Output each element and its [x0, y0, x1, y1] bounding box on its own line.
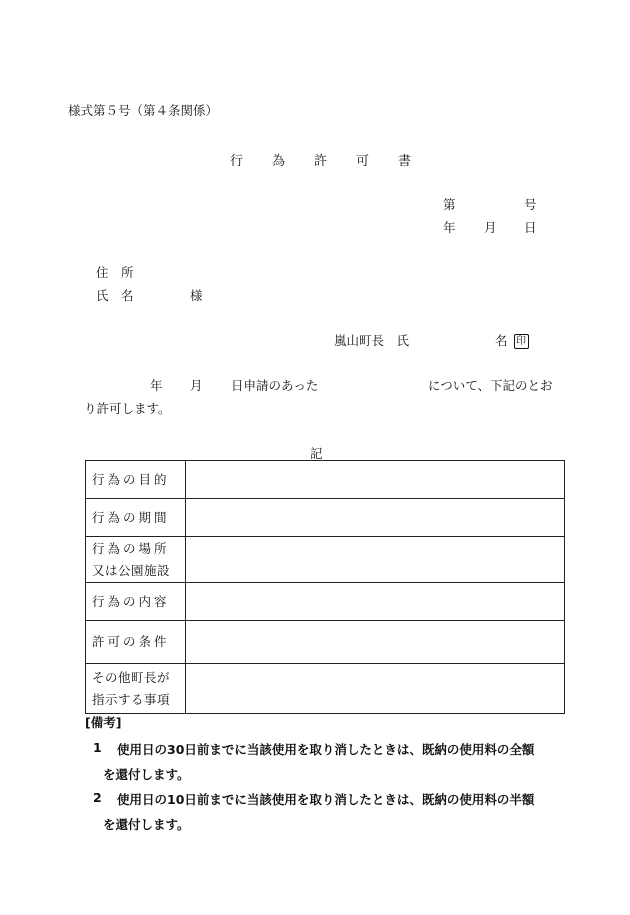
honorific: 様 — [190, 288, 203, 303]
row-value — [186, 461, 565, 499]
row-label-line: 行為の場所 — [92, 540, 170, 556]
title-char: 書 — [398, 154, 412, 169]
body-text-3: り許可します。 — [84, 401, 171, 416]
note-number: 2 — [93, 790, 102, 805]
doc-date-day: 日 — [524, 220, 537, 235]
table-row — [86, 461, 565, 499]
title-char: 可 — [356, 154, 370, 169]
note-number: 1 — [93, 740, 102, 755]
row-value — [186, 664, 565, 714]
title-char: 許 — [314, 154, 328, 169]
note-line: を還付します。 — [103, 767, 190, 782]
doc-number-prefix: 第 — [443, 197, 456, 212]
row-label-line: 許可の条件 — [92, 634, 170, 649]
issuer-name-char: 名 — [495, 333, 508, 348]
body-month: 月 — [190, 378, 203, 393]
seal-icon: 印 — [514, 334, 529, 349]
row-label-line: 指示する事項 — [92, 691, 171, 707]
row-label-line: 行為の目的 — [92, 471, 170, 487]
doc-date-year: 年 — [443, 220, 456, 235]
row-value — [186, 537, 565, 583]
row-value — [186, 621, 565, 664]
name-label: 氏 名 — [96, 288, 134, 303]
note-line: を還付します。 — [103, 817, 190, 832]
title-char: 為 — [272, 154, 286, 169]
note-line: 使用日の30日前までに当該使用を取り消したときは、既納の使用料の全額 — [117, 742, 535, 757]
note-line: 使用日の10日前までに当該使用を取り消したときは、既納の使用料の半額 — [117, 792, 535, 807]
table-row — [86, 537, 565, 583]
issuer-title: 嵐山町長 氏 — [334, 333, 410, 348]
row-label — [86, 664, 186, 714]
row-label — [86, 583, 186, 621]
body-text-1: 日申請のあった — [231, 378, 319, 393]
body-text-2: について、下記のとお — [428, 378, 553, 393]
row-value — [186, 499, 565, 537]
row-label — [86, 499, 186, 537]
form-number: 様式第５号（第４条関係） — [68, 103, 219, 118]
address-label: 住 所 — [96, 265, 134, 280]
row-label-line: その他町長が — [92, 669, 171, 685]
row-label-line: 行為の期間 — [92, 509, 170, 525]
permit-details-table — [85, 460, 565, 714]
table-row — [86, 583, 565, 621]
row-value — [186, 583, 565, 621]
doc-date-month: 月 — [484, 220, 497, 235]
table-row — [86, 621, 565, 664]
body-year: 年 — [150, 378, 163, 393]
title-char: 行 — [230, 154, 244, 169]
row-label — [86, 461, 186, 499]
table-row — [86, 664, 565, 714]
doc-number-suffix: 号 — [524, 197, 537, 212]
table-row — [86, 499, 565, 537]
row-label — [86, 537, 186, 583]
row-label-line: 行為の内容 — [92, 593, 170, 609]
row-label-line: 又は公園施設 — [92, 562, 171, 578]
page-title — [230, 150, 440, 169]
ki-label: 記 — [310, 446, 323, 461]
row-label — [86, 621, 186, 664]
issuer-name-label — [495, 331, 529, 349]
notes-heading: [備考] — [85, 715, 122, 730]
